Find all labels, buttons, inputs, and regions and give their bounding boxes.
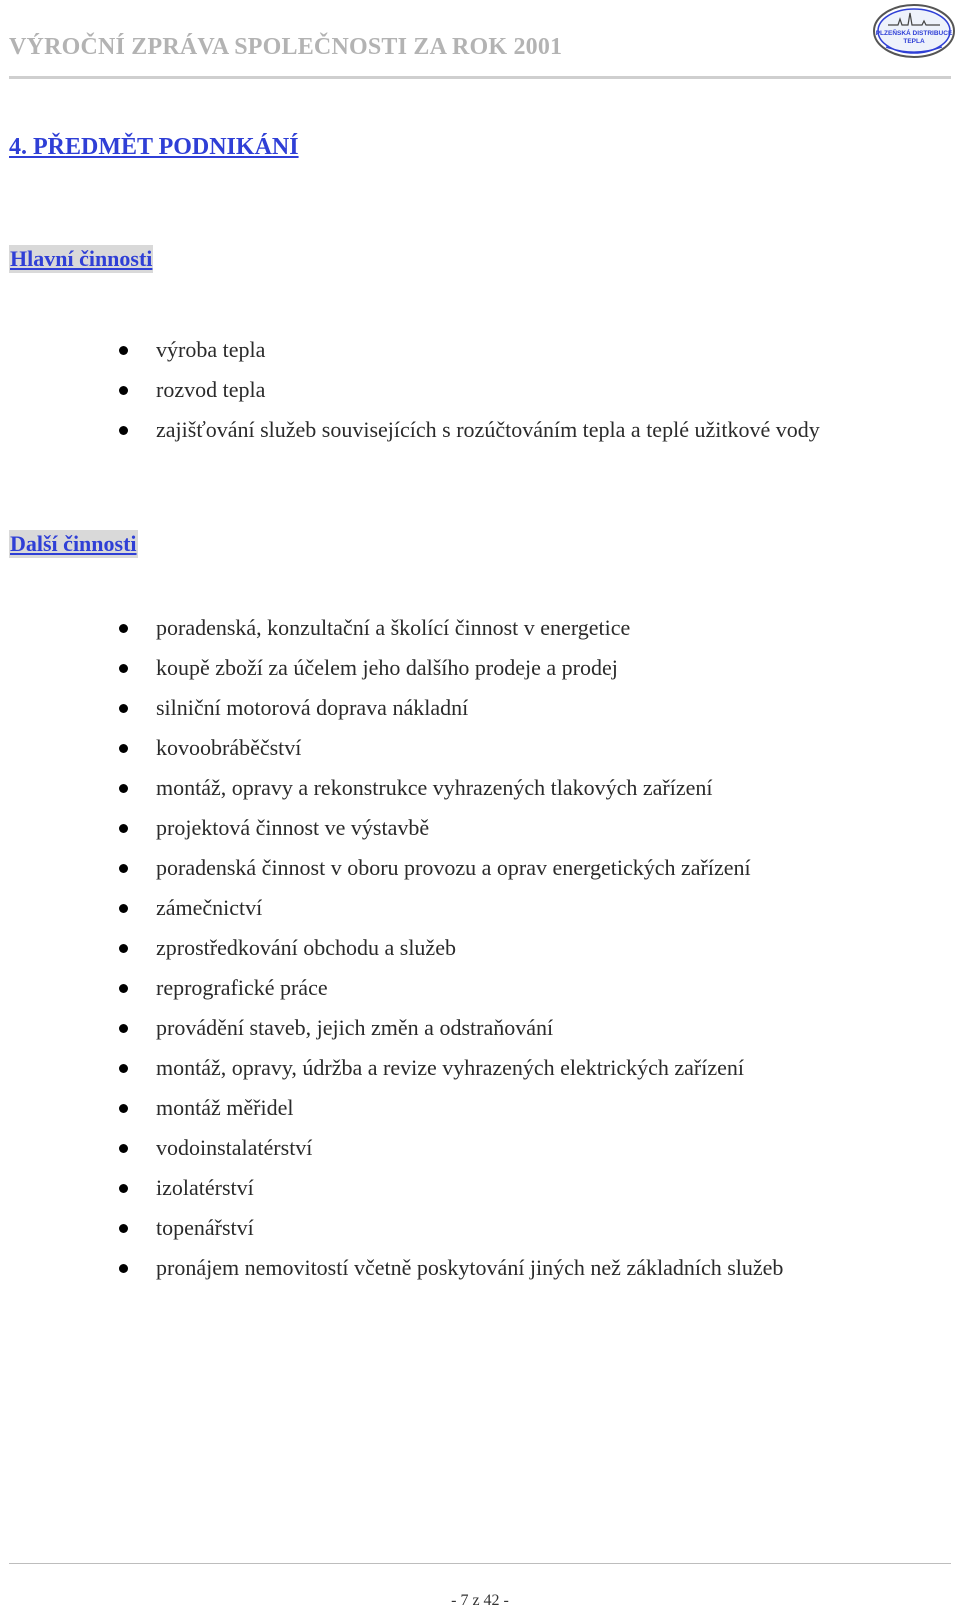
list-item-text: projektová činnost ve výstavbě xyxy=(156,815,430,840)
list-item xyxy=(0,608,783,648)
section-title: 4. PŘEDMĚT PODNIKÁNÍ xyxy=(9,134,299,160)
bullet-icon xyxy=(119,1144,128,1153)
bullet-icon xyxy=(119,944,128,953)
list-item xyxy=(0,370,820,410)
list-item xyxy=(0,768,783,808)
company-logo xyxy=(872,3,956,59)
list-item xyxy=(0,1248,783,1288)
bullet-icon xyxy=(119,1184,128,1193)
list-item-text: zprostředkování obchodu a služeb xyxy=(156,935,456,960)
list-item-text: poradenská, konzultační a školící činnost v energetice xyxy=(156,615,631,640)
list-item xyxy=(0,808,783,848)
list-item-text: výroba tepla xyxy=(156,337,266,362)
bullet-icon xyxy=(119,1024,128,1033)
main-activities-heading: Hlavní činnosti xyxy=(10,246,153,271)
bullet-icon xyxy=(119,386,128,395)
bullet-icon xyxy=(119,784,128,793)
bullet-icon xyxy=(119,346,128,355)
list-item-text: koupě zboží za účelem jeho dalšího prodeje a prodej xyxy=(156,655,618,680)
bullet-icon xyxy=(119,1104,128,1113)
footer-divider xyxy=(9,1563,951,1564)
page-header-title: VÝROČNÍ ZPRÁVA SPOLEČNOSTI ZA ROK 2001 xyxy=(9,34,563,60)
list-item xyxy=(0,1008,783,1048)
list-item-text: reprografické práce xyxy=(156,975,328,1000)
list-item-text: montáž měřidel xyxy=(156,1095,294,1120)
bullet-icon xyxy=(119,1264,128,1273)
other-activities-heading: Další činnosti xyxy=(10,531,137,556)
list-item-text: montáž, opravy, údržba a revize vyhrazených elektrických zařízení xyxy=(156,1055,744,1080)
list-item xyxy=(0,1088,783,1128)
list-item-text: provádění staveb, jejich změn a odstraňování xyxy=(156,1015,554,1040)
bullet-icon xyxy=(119,664,128,673)
list-item-text: silniční motorová doprava nákladní xyxy=(156,695,469,720)
list-item-text: topenářství xyxy=(156,1215,254,1240)
list-item xyxy=(0,1128,783,1168)
bullet-icon xyxy=(119,984,128,993)
bullet-icon xyxy=(119,624,128,633)
list-item-text: izolatérství xyxy=(156,1175,254,1200)
list-item xyxy=(0,728,783,768)
logo-text-line1: PLZEŇSKÁ DISTRIBUCE xyxy=(875,30,953,37)
bullet-icon xyxy=(119,864,128,873)
list-item-text: kovoobráběčství xyxy=(156,735,302,760)
bullet-icon xyxy=(119,1224,128,1233)
bullet-icon xyxy=(119,744,128,753)
list-item-text: rozvod tepla xyxy=(156,377,266,402)
list-item xyxy=(0,1208,783,1248)
list-item-text: zajišťování služeb souvisejících s rozúčtováním tepla a teplé užitkové vody xyxy=(156,417,820,442)
list-item-text: vodoinstalatérství xyxy=(156,1135,313,1160)
list-item-text: zámečnictví xyxy=(156,895,263,920)
page-number: - 7 z 42 - xyxy=(451,1592,509,1609)
list-item xyxy=(0,1168,783,1208)
list-item xyxy=(0,330,820,370)
list-item xyxy=(0,688,783,728)
logo-text-line2: TEPLA xyxy=(903,38,925,45)
bullet-icon xyxy=(119,426,128,435)
list-item-text: poradenská činnost v oboru provozu a oprav energetických zařízení xyxy=(156,855,751,880)
bullet-icon xyxy=(119,704,128,713)
list-item xyxy=(0,968,783,1008)
list-item xyxy=(0,928,783,968)
main-activities-list xyxy=(0,330,820,450)
other-activities-list xyxy=(0,608,783,1288)
bullet-icon xyxy=(119,1064,128,1073)
list-item xyxy=(0,410,820,450)
list-item xyxy=(0,848,783,888)
list-item-text: pronájem nemovitostí včetně poskytování jiných než základních služeb xyxy=(156,1255,784,1280)
list-item-text: montáž, opravy a rekonstrukce vyhrazených tlakových zařízení xyxy=(156,775,713,800)
bullet-icon xyxy=(119,904,128,913)
list-item xyxy=(0,888,783,928)
list-item xyxy=(0,1048,783,1088)
list-item xyxy=(0,648,783,688)
header-divider xyxy=(9,76,951,79)
bullet-icon xyxy=(119,824,128,833)
